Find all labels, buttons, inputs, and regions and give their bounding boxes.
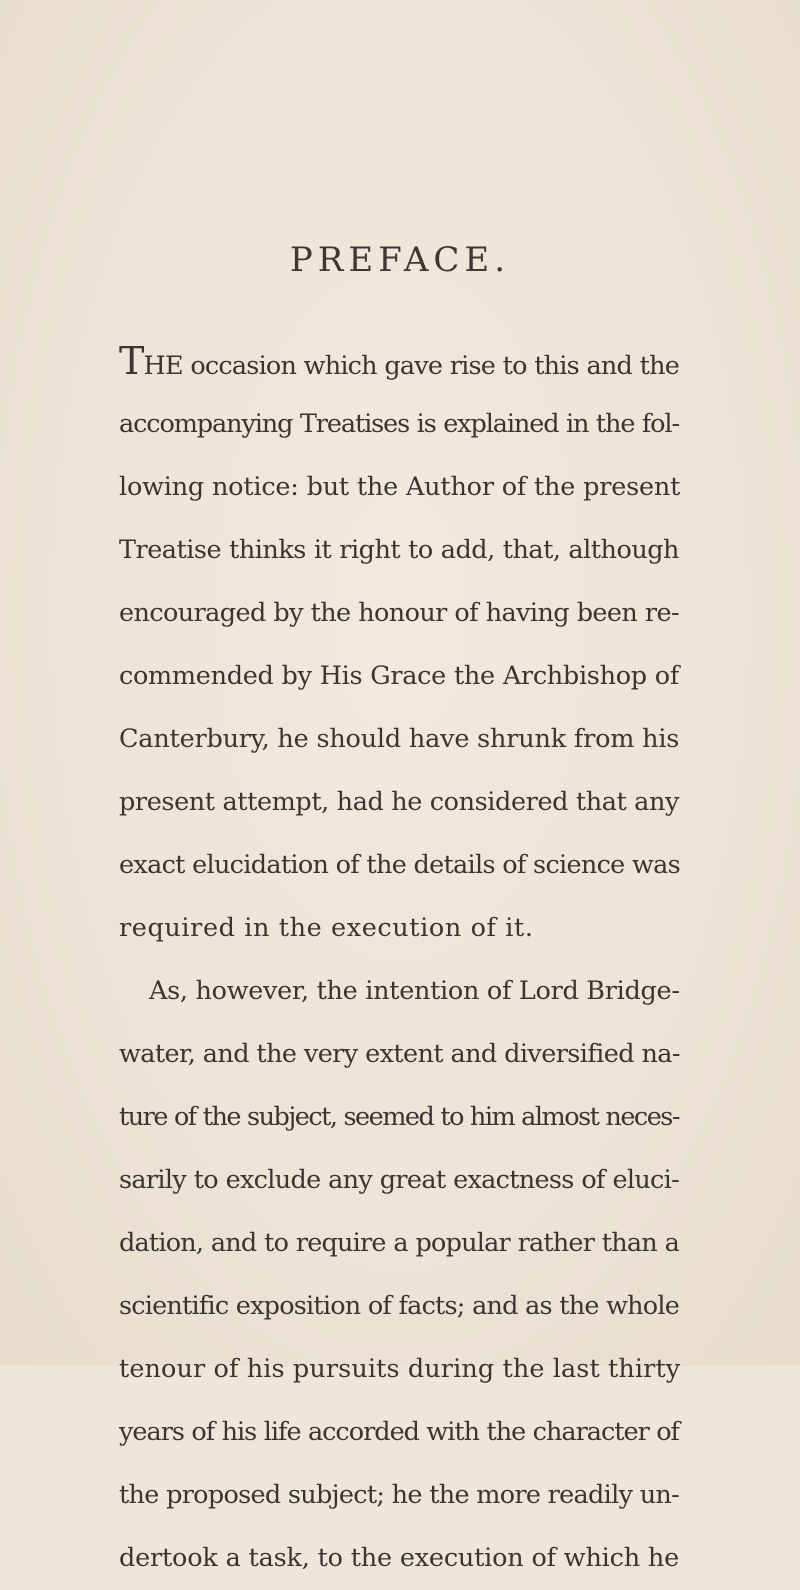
text-line: exact elucidation of the details of science was bbox=[119, 850, 680, 880]
text-line: lowing notice: but the Author of the present bbox=[119, 472, 681, 502]
page-title: PREFACE. bbox=[289, 240, 511, 280]
text-line: years of his life accorded with the character of bbox=[119, 1417, 679, 1447]
text-line-content: HE occasion which gave rise to this and the bbox=[143, 351, 679, 381]
text-line: ture of the subject, seemed to him almost neces- bbox=[119, 1102, 679, 1132]
text-line: sarily to exclude any great exactness of eluci- bbox=[119, 1165, 679, 1195]
text-line: encouraged by the honour of having been re- bbox=[119, 598, 679, 628]
text-line: As, however, the intention of Lord Bridge- bbox=[149, 976, 680, 1006]
drop-cap: T bbox=[119, 339, 144, 383]
text-line: Canterbury, he should have shrunk from his bbox=[119, 724, 680, 754]
text-line: commended by His Grace the Archbishop of bbox=[119, 661, 679, 691]
text-line: dation, and to require a popular rather than a bbox=[119, 1228, 679, 1258]
text-line: present attempt, had he considered that any bbox=[119, 787, 679, 817]
text-line: dertook a task, to the execution of which he bbox=[119, 1543, 679, 1573]
text-line bbox=[119, 330, 679, 393]
text-line: tenour of his pursuits during the last thirty bbox=[119, 1354, 681, 1384]
preface-body bbox=[119, 330, 679, 1590]
text-line: required in the execution of it. bbox=[119, 913, 534, 943]
text-line: water, and the very extent and diversified na- bbox=[119, 1039, 680, 1069]
text-line: scientific exposition of facts; and as the whole bbox=[119, 1291, 679, 1321]
text-line: Treatise thinks it right to add, that, although bbox=[119, 535, 679, 565]
text-line: the proposed subject; he the more readily un- bbox=[119, 1480, 680, 1510]
text-line: accompanying Treatises is explained in the fol- bbox=[119, 409, 679, 439]
